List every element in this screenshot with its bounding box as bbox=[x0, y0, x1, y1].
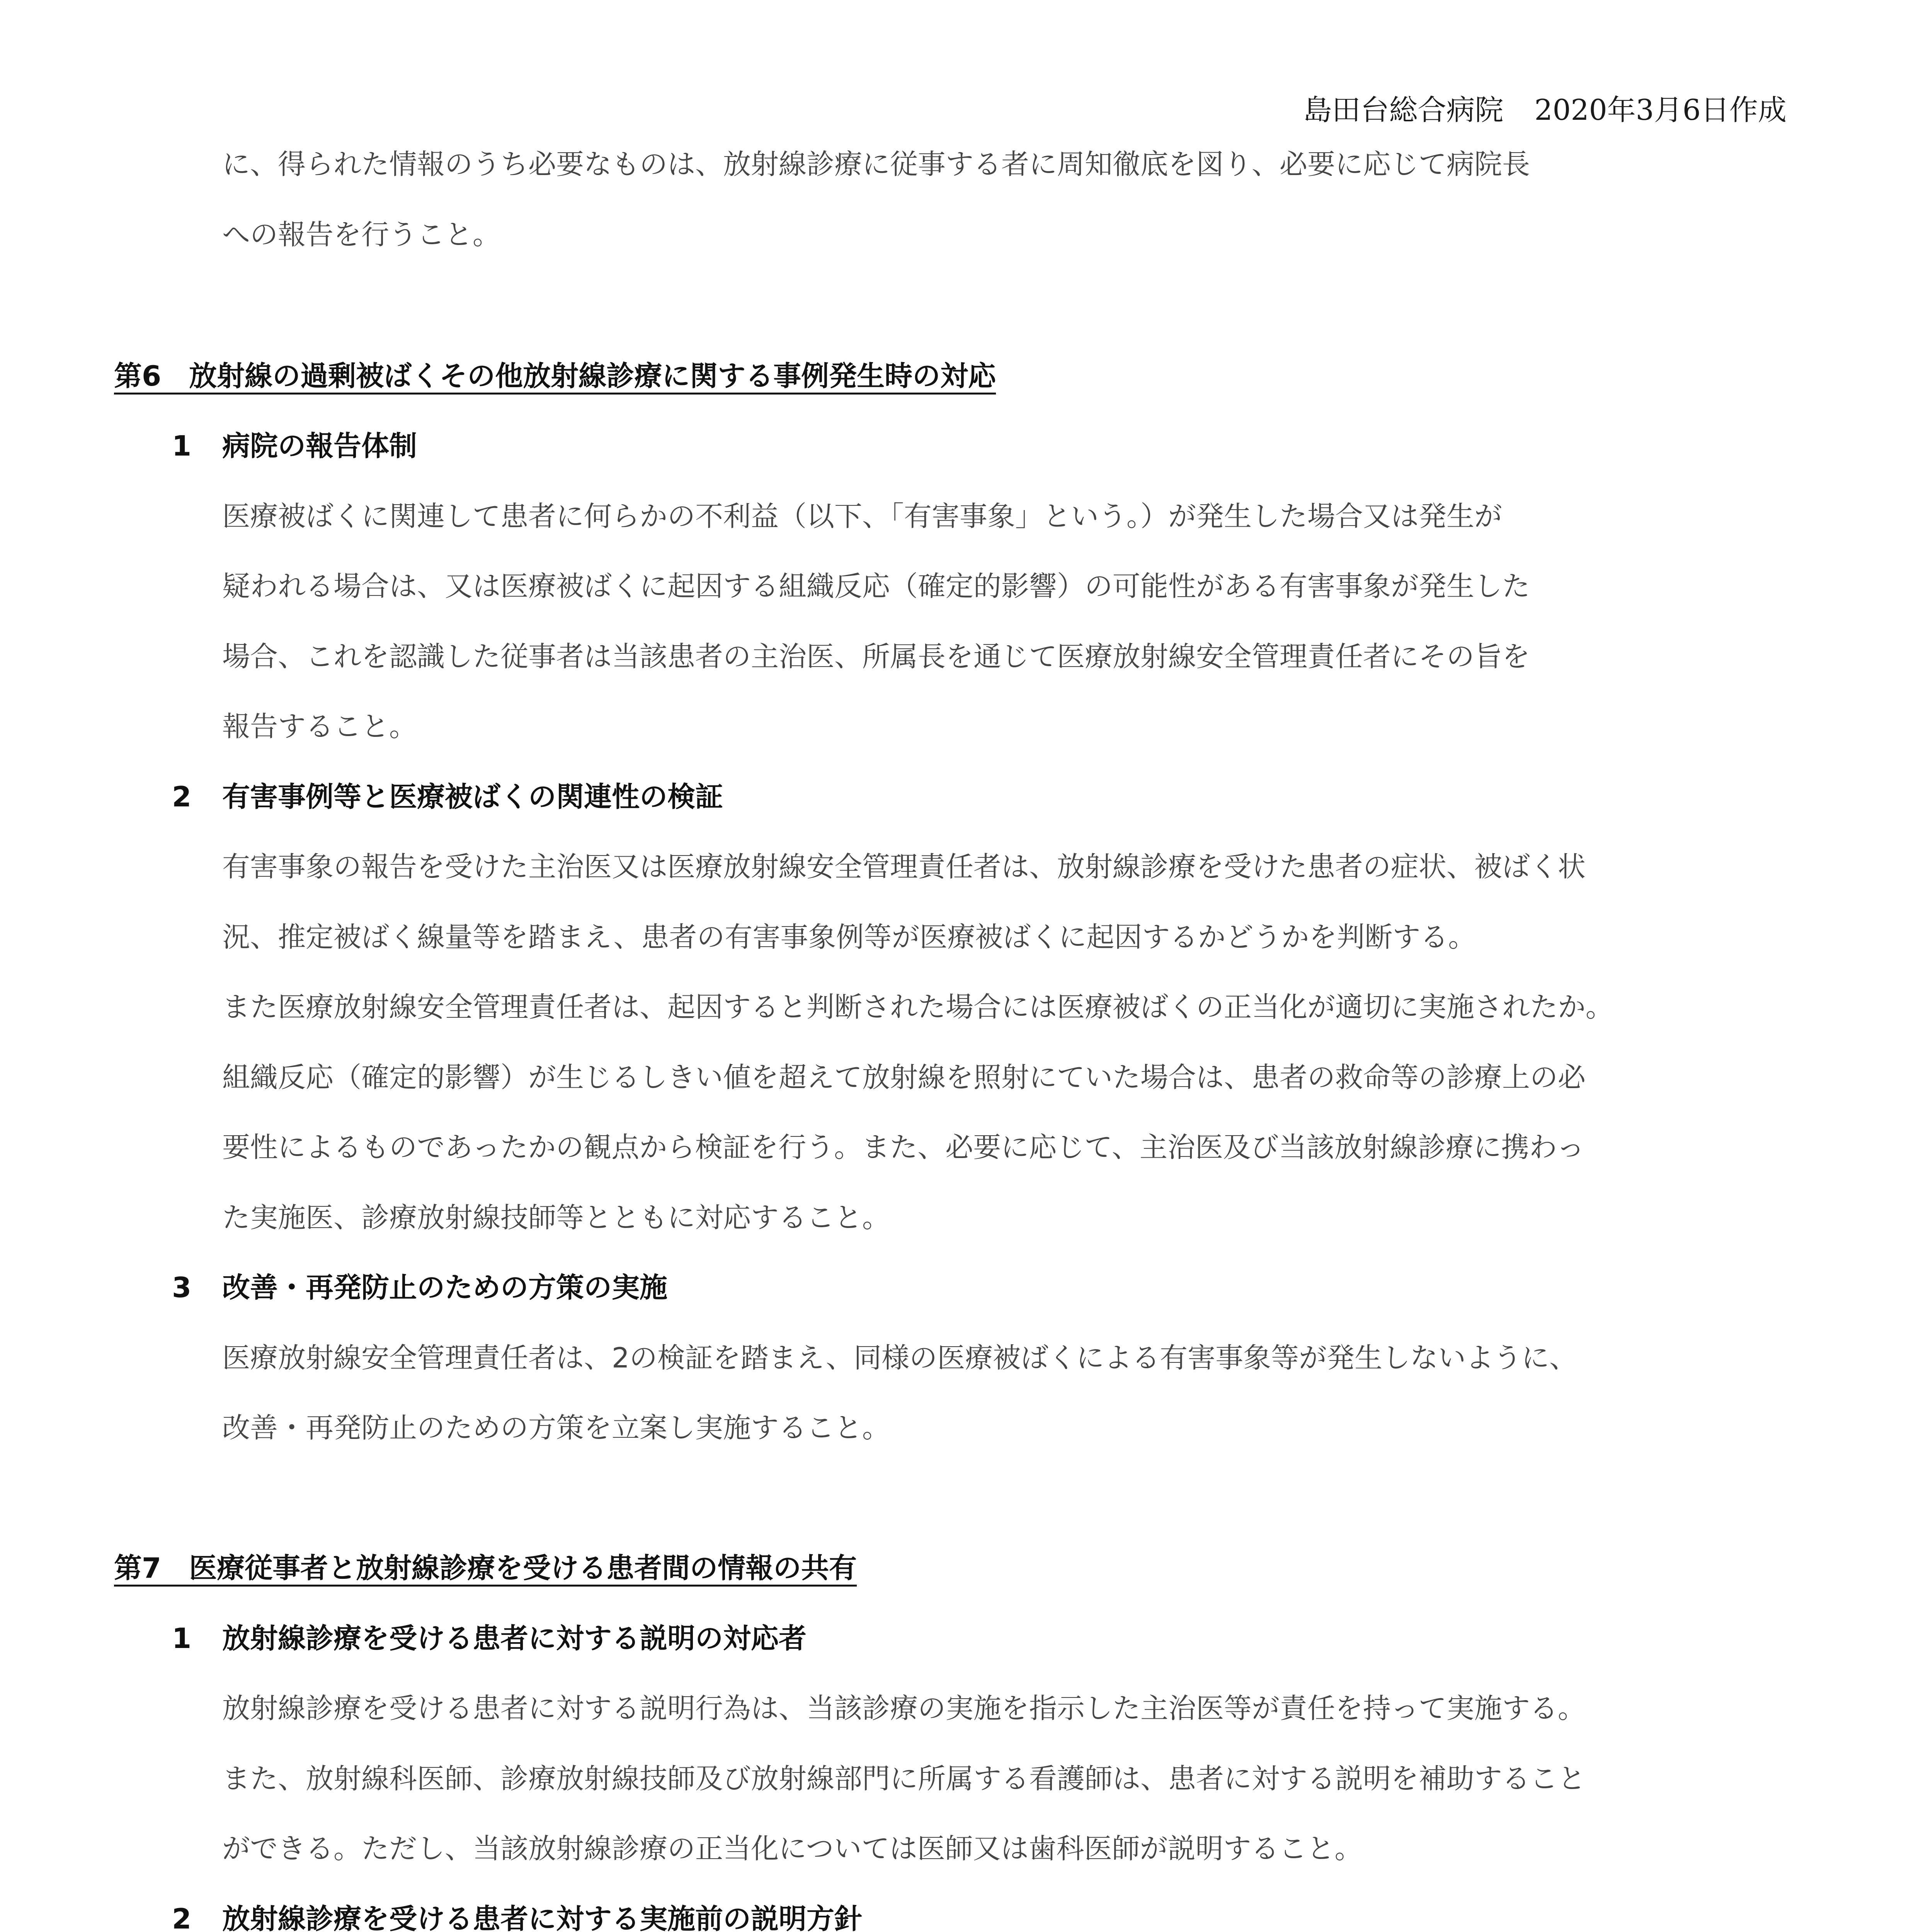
paragraph-line: 改善・再発防止のための方策を立案し実施すること。 bbox=[222, 1412, 890, 1444]
paragraph-line: 放射線診療を受ける患者に対する説明行為は、当該診療の実施を指示した主治医等が責任を持って実施する。 bbox=[222, 1692, 1586, 1725]
paragraph-line: 組織反応（確定的影響）が生じるしきい値を超えて放射線を照射にていた場合は、患者の救命等の診療上の必 bbox=[222, 1061, 1586, 1094]
paragraph-line: 医療放射線安全管理責任者は、2の検証を踏まえ、同様の医療被ばくによる有害事象等が発生しないように、 bbox=[222, 1342, 1577, 1374]
section-6-item-1-heading bbox=[172, 432, 417, 460]
intro-line: に、得られた情報のうち必要なものは、放射線診療に従事する者に周知徹底を図り、必要に応じて病院長 bbox=[222, 148, 1530, 180]
paragraph-line: ができる。ただし、当該放射線診療の正当化については医師又は歯科医師が説明すること。 bbox=[222, 1832, 1363, 1865]
paragraph-line: 況、推定被ばく線量等を踏まえ、患者の有害事象例等が医療被ばくに起因するかどうかを判断する。 bbox=[222, 921, 1476, 953]
paragraph-line: 医療被ばくに関連して患者に何らかの不利益（以下、「有害事象」という。）が発生した場合又は発生が bbox=[222, 500, 1503, 532]
section-7-item-1-heading bbox=[172, 1622, 807, 1655]
hospital-name: 島田台総合病院 bbox=[1303, 94, 1504, 127]
item-title: 改善・再発防止のための方策の実施 bbox=[222, 1271, 668, 1304]
section-6-item-3-heading bbox=[172, 1271, 668, 1304]
paragraph-line: 疑われる場合は、又は医療被ばくに起因する組織反応（確定的影響）の可能性がある有害事象が発生した bbox=[222, 570, 1530, 602]
paragraph-line: た実施医、診療放射線技師等とともに対応すること。 bbox=[222, 1201, 890, 1234]
section-6-item-2-heading bbox=[172, 783, 723, 811]
created-date: 2020年3月6日作成 bbox=[1534, 94, 1787, 127]
item-title: 有害事例等と医療被ばくの関連性の検証 bbox=[222, 781, 723, 813]
section-6-heading: 第6 放射線の過剰被ばくその他放射線診療に関する事例発生時の対応 bbox=[114, 360, 996, 392]
paragraph-line: 要性によるものであったかの観点から検証を行う。また、必要に応じて、主治医及び当該放射線診療に携わっ bbox=[222, 1131, 1585, 1163]
section-7-heading: 第7 医療従事者と放射線診療を受ける患者間の情報の共有 bbox=[114, 1552, 857, 1584]
intro-line: への報告を行うこと。 bbox=[222, 218, 501, 251]
page-header bbox=[1303, 87, 1787, 128]
item-number: 2 bbox=[172, 781, 192, 813]
paragraph-line: また、放射線科医師、診療放射線技師及び放射線部門に所属する看護師は、患者に対する説明を補助すること bbox=[222, 1762, 1586, 1795]
paragraph-line: 場合、これを認識した従事者は当該患者の主治医、所属長を通じて医療放射線安全管理責任者にその旨を bbox=[222, 640, 1530, 673]
section-7-item-2-heading bbox=[172, 1905, 862, 1932]
paragraph-line: また医療放射線安全管理責任者は、起因すると判断された場合には医療被ばくの正当化が適切に実施されたか。 bbox=[222, 991, 1614, 1023]
paragraph-line: 報告すること。 bbox=[222, 710, 417, 743]
item-number: 3 bbox=[172, 1271, 192, 1304]
item-title: 放射線診療を受ける患者に対する説明の対応者 bbox=[222, 1622, 807, 1655]
paragraph-line: 有害事象の報告を受けた主治医又は医療放射線安全管理責任者は、放射線診療を受けた患者の症状、被ばく状 bbox=[222, 850, 1586, 883]
item-number: 1 bbox=[172, 430, 192, 462]
item-number: 2 bbox=[172, 1903, 192, 1932]
item-number: 1 bbox=[172, 1622, 192, 1655]
item-title: 放射線診療を受ける患者に対する実施前の説明方針 bbox=[222, 1903, 863, 1932]
item-title: 病院の報告体制 bbox=[222, 430, 417, 462]
